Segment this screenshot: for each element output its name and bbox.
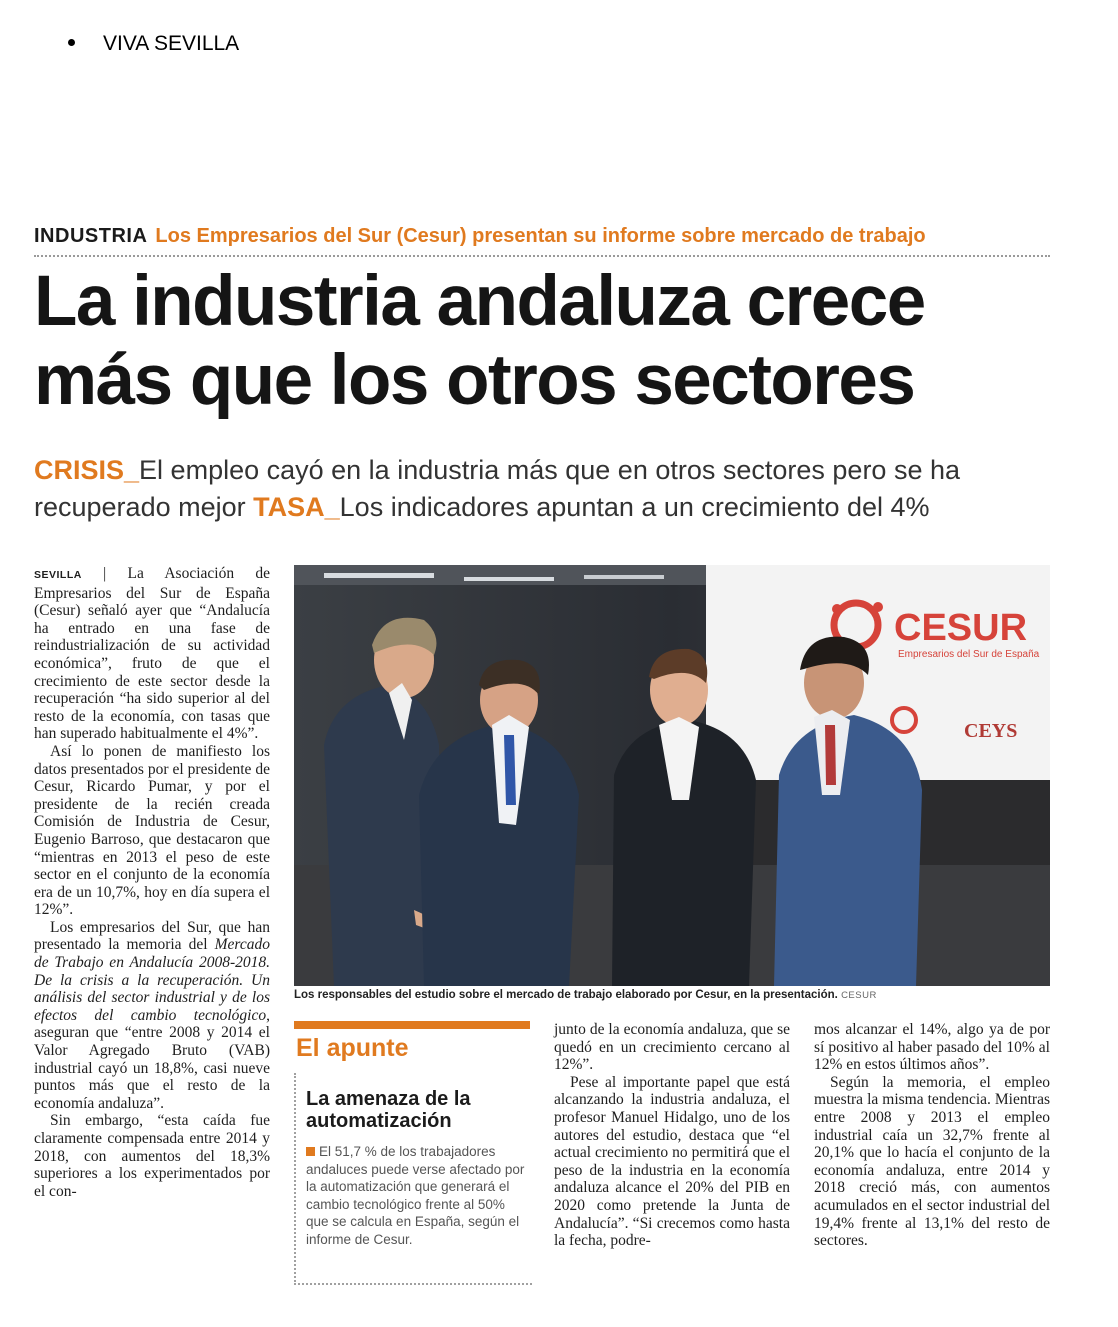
article-photo [294,565,1050,986]
kicker-divider [34,255,1050,257]
photo-logo-sub: Empresarios del Sur de España [898,649,1040,660]
headline-line-1: La industria andaluza crece [34,262,925,341]
source-label [68,32,239,56]
article-column-2 [554,1021,790,1250]
photo-logo-secondary: CEYS [964,720,1018,742]
section-label: INDUSTRIA [34,225,148,247]
col1-paragraph-3: Los empresarios del Sur, que han presentado la memoria del Mercado de Trabajo en Andalucía 2008-2018. De la crisis a la recuperación. Un análisis del sector industrial y de los efectos del cambio tecnológico, aseguran que “entre 2008 y 2014 el Valor Agregado Bruto (VAB) industrial cayó un 18,8%, casi nueve puntos más que el resto de la economía andaluza”. [34,918,270,1112]
article-column-1 [34,565,270,1200]
bullet-dot-icon [68,39,75,46]
headline [34,262,1064,420]
headline-line-2: más que los otros sectores [34,341,915,420]
apunte-text: El 51,7 % de los trabajadores andaluces puede verse afectado por la automatización que generará el cambio tecnológico frente al 50% que se calcula en España, según el informe de Cesur. [306,1144,525,1247]
source-text: VIVA SEVILLA [103,32,240,55]
col1-paragraph-1: SEVILLA | La Asociación de Empresarios del Sur de España (Cesur) señaló ayer que “Andalucía ha entrado en una fase de reindustrialización de su actividad económica”, fruto de que el crecimiento de este sector desde la recuperación “ha sido superior al del resto de la economía, con tasas que han superado habitualmente el 4%”. [34,565,271,743]
apunte-title: La amenaza de la automatización [306,1088,471,1132]
photo-caption [294,989,1054,1001]
subhead-label-tasa: TASA_ [253,492,340,522]
col3-paragraph-2: Según la memoria, el empleo muestra la misma tendencia. Mientras entre 2008 y 2013 el empleo industrial caía un 32,7% frente al 20,1% que lo hacía el conjunto de la economía andaluza, entre 2014 y 2018 creció más, con aumentos acumulados en el sector industrial del 19,4% frente al 13,1% del resto de sectores. [814,1073,1050,1250]
col1-paragraph-2: Así lo ponen de manifiesto los datos presentados por el presidente de Cesur, Ricardo Pumar, y por el presidente de la recién creada Comisión de Industria de Cesur, Eugenio Barroso, que destacaron que “mientras en 2013 el peso de este sector en el conjunto de la economía era de un 10,7%, hoy en día supera el 12%”. [34,742,270,919]
col1-paragraph-4: Sin embargo, “esta caída fue claramente compensada entre 2014 y 2018, con aumentos del 18,3% superiores a los experimentados por el con- [34,1112,270,1200]
subheadline [34,452,1064,526]
col3-paragraph-1: mos alcanzar el 14%, algo ya de por sí positivo al haber pasado del 10% al 12% en estos últimos años”. [814,1021,1050,1074]
article-kicker [34,225,1050,248]
photo-illustration [294,565,1050,986]
apunte-accent-bar [294,1021,530,1029]
dateline-city: SEVILLA [34,569,82,581]
subhead-text-crisis: El empleo cayó en la industria más que en otros sectores pero se ha recuperado mejor [34,455,961,522]
col2-paragraph-1: junto de la economía andaluza, que se quedó en un crecimiento cercano al 12%”. [554,1021,790,1074]
square-bullet-icon [306,1147,315,1156]
caption-credit: CESUR [841,990,877,1001]
caption-text: Los responsables del estudio sobre el mercado de trabajo elaborado por Cesur, en la presentación. [294,989,838,1001]
apunte-label: El apunte [296,1034,409,1062]
topic-label: Los Empresarios del Sur (Cesur) presentan su informe sobre mercado de trabajo [155,225,926,247]
subhead-text-tasa: Los indicadores apuntan a un crecimiento del 4% [339,492,930,522]
photo-logo-main: CESUR [894,607,1028,649]
col2-paragraph-2: Pese al importante papel que está alcanzando la industria andaluza, el profesor Manuel Hidalgo, uno de los autores del estudio, destaca que “el actual crecimiento no permitirá que el peso de la industria en la economía andaluza alcance el 20% del PIB en 2020 como pretende la Junta de Andalucía”. “Si crecemos como hasta la fecha, podre- [554,1073,790,1250]
subhead-label-crisis: CRISIS_ [34,455,140,485]
article-column-3 [814,1021,1050,1250]
report-title: Mercado de Trabajo en Andalucía 2008-2018. De la crisis a la recuperación. Un análisis del sector industrial y de los efectos del cambio tecnológico [34,936,270,1024]
